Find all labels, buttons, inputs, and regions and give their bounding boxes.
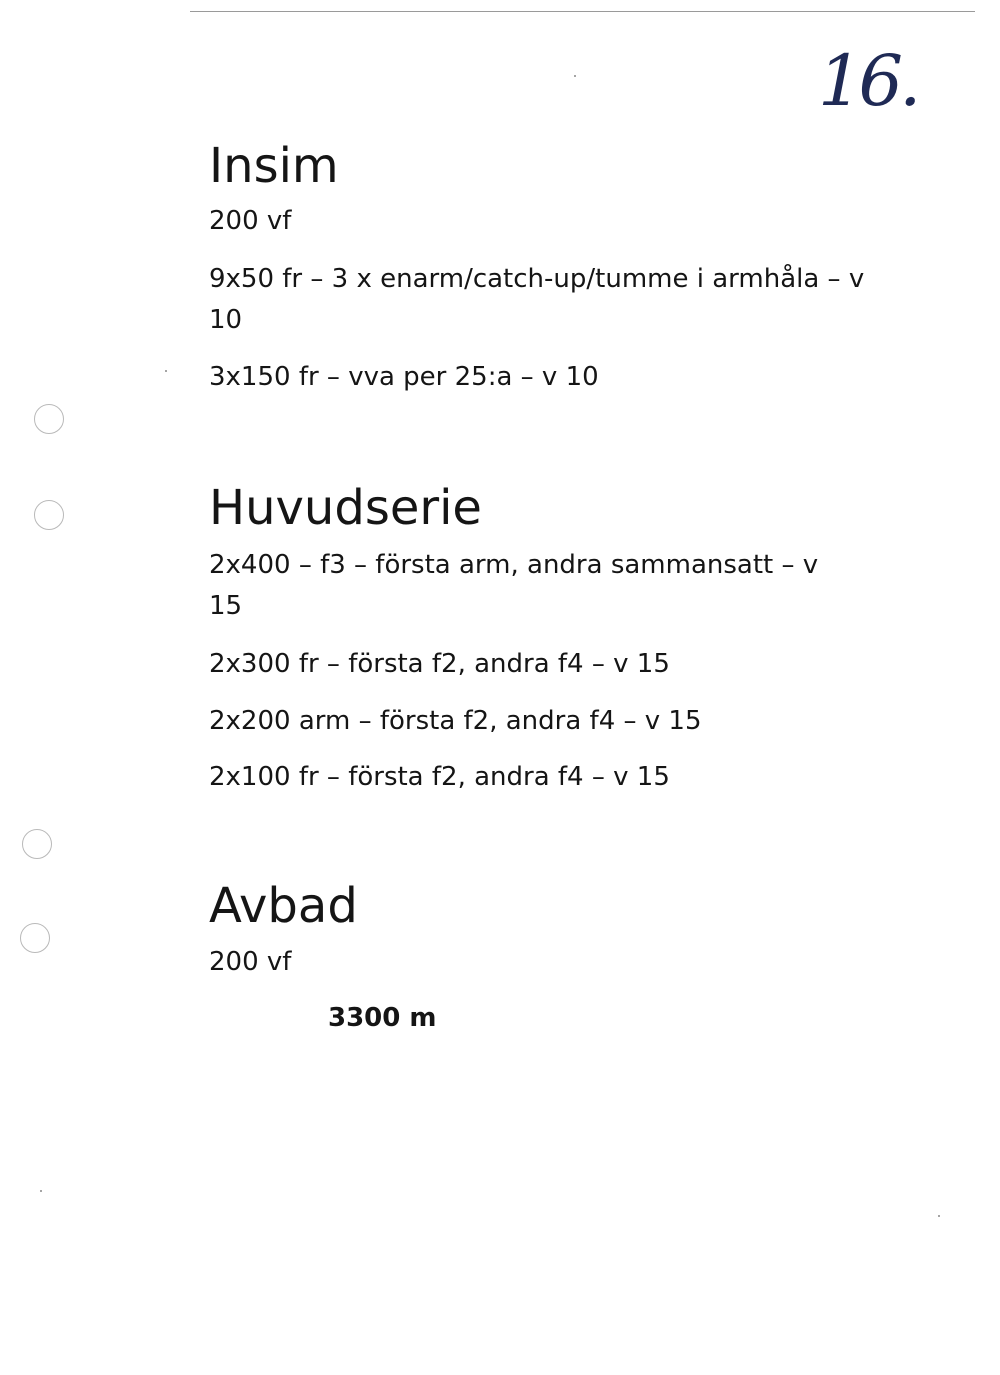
punch-hole [34, 404, 64, 434]
punch-hole [34, 500, 64, 530]
section-title-insim: Insim [209, 138, 339, 194]
handwritten-page-number: 16. [818, 40, 918, 122]
scan-speck [165, 370, 167, 372]
scan-speck [574, 75, 576, 77]
section-title-huvudserie: Huvudserie [209, 480, 482, 536]
total-distance: 3300 m [328, 1003, 437, 1033]
insim-line: 200 vf [209, 206, 292, 236]
punch-hole [20, 923, 50, 953]
punch-hole [22, 829, 52, 859]
avbad-line: 200 vf [209, 947, 292, 977]
insim-line: 3x150 fr – vva per 25:a – v 10 [209, 362, 599, 392]
section-title-avbad: Avbad [209, 878, 358, 934]
huvudserie-line: 2x400 – f3 – första arm, andra sammansatt – v 15 [209, 550, 819, 621]
top-rule [190, 11, 975, 12]
scan-speck [938, 1215, 940, 1217]
insim-line: 9x50 fr – 3 x enarm/catch-up/tumme i armhåla – v 10 [209, 264, 865, 335]
huvudserie-line: 2x300 fr – första f2, andra f4 – v 15 [209, 649, 670, 679]
huvudserie-line: 2x200 arm – första f2, andra f4 – v 15 [209, 706, 702, 736]
scan-speck [40, 1190, 42, 1192]
huvudserie-line: 2x100 fr – första f2, andra f4 – v 15 [209, 762, 670, 792]
